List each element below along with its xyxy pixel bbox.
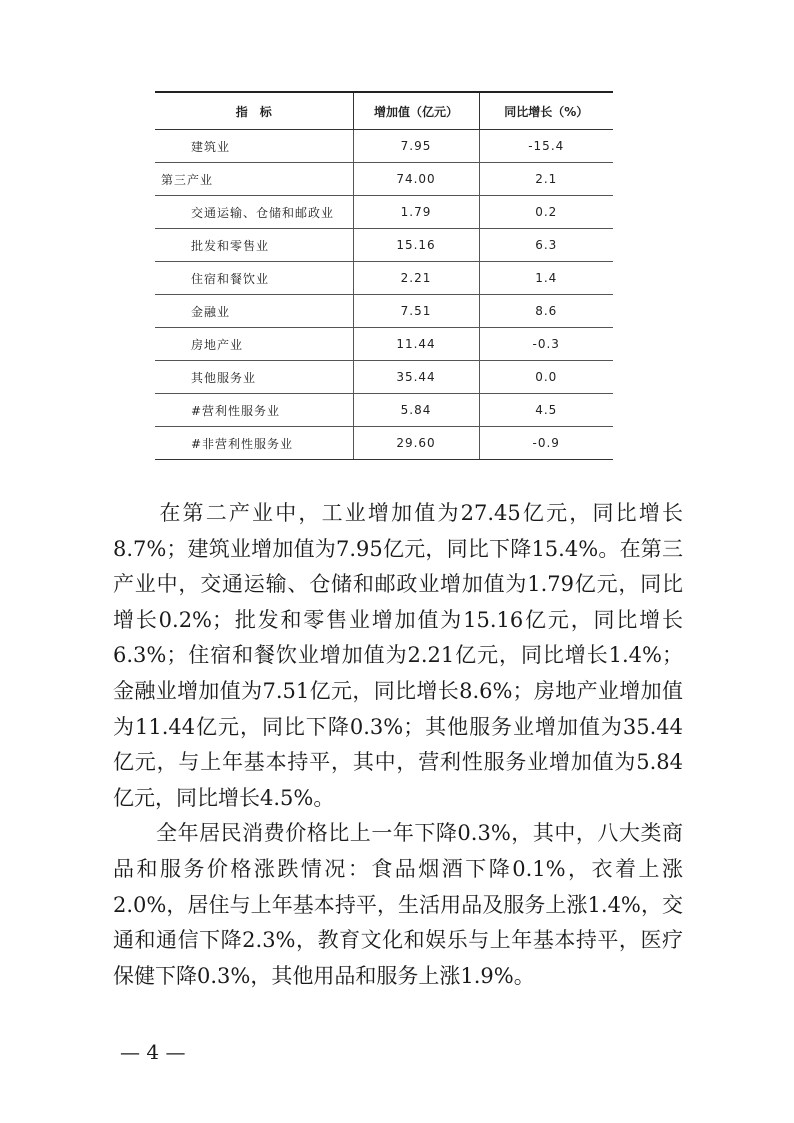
statistics-table-container <box>155 91 613 460</box>
row-growth-rate: 0.0 <box>479 361 613 394</box>
row-growth-rate: -15.4 <box>479 130 613 163</box>
row-growth-rate: 0.2 <box>479 196 613 229</box>
row-indicator-name: #非营利性服务业 <box>155 427 353 460</box>
row-value-added: 11.44 <box>353 328 479 361</box>
row-growth-rate: -0.9 <box>479 427 613 460</box>
table-row <box>155 361 613 394</box>
table-row <box>155 196 613 229</box>
row-value-added: 15.16 <box>353 229 479 262</box>
row-growth-rate: 8.6 <box>479 295 613 328</box>
row-indicator-name: 第三产业 <box>155 163 353 196</box>
table-row <box>155 130 613 163</box>
header-value-added: 增加值（亿元） <box>353 92 479 130</box>
row-indicator-name: #营利性服务业 <box>155 394 353 427</box>
row-value-added: 5.84 <box>353 394 479 427</box>
table-row <box>155 328 613 361</box>
statistics-table <box>155 91 613 460</box>
row-value-added: 74.00 <box>353 163 479 196</box>
row-value-added: 29.60 <box>353 427 479 460</box>
paragraph-prices: 全年居民消费价格比上一年下降0.3%，其中，八大类商品和服务价格涨跌情况：食品烟酒下降0.1%，衣着上涨2.0%，居住与上年基本持平，生活用品及服务上涨1.4%，交通和通信下降2.3%，教育文化和娱乐与上年基本持平，医疗保健下降0.3%，其他用品和服务上涨1.9%。 <box>113 821 683 988</box>
body-text <box>113 496 683 994</box>
table-row <box>155 163 613 196</box>
row-indicator-name: 建筑业 <box>155 130 353 163</box>
row-growth-rate: 2.1 <box>479 163 613 196</box>
table-row <box>155 262 613 295</box>
table-header-row <box>155 92 613 130</box>
paragraph-industry: 在第二产业中，工业增加值为27.45亿元，同比增长8.7%；建筑业增加值为7.95亿元，同比下降15.4%。在第三产业中，交通运输、仓储和邮政业增加值为1.79亿元，同比增长0.2%；批发和零售业增加值为15.16亿元，同比增长6.3%；住宿和餐饮业增加值为2.21亿元，同比增长1.4%；金融业增加值为7.51亿元，同比增长8.6%；房地产业增加值为11.44亿元，同比下降0.3%；其他服务业增加值为35.44亿元，与上年基本持平，其中，营利性服务业增加值为5.84亿元，同比增长4.5%。 <box>113 501 683 810</box>
table-row <box>155 394 613 427</box>
row-indicator-name: 交通运输、仓储和邮政业 <box>155 196 353 229</box>
row-value-added: 1.79 <box>353 196 479 229</box>
table-row <box>155 427 613 460</box>
row-indicator-name: 批发和零售业 <box>155 229 353 262</box>
row-growth-rate: 6.3 <box>479 229 613 262</box>
row-value-added: 7.51 <box>353 295 479 328</box>
table-row <box>155 295 613 328</box>
table-body <box>155 130 613 460</box>
row-value-added: 2.21 <box>353 262 479 295</box>
row-indicator-name: 金融业 <box>155 295 353 328</box>
row-indicator-name: 其他服务业 <box>155 361 353 394</box>
page-number: — 4 — <box>120 1040 186 1064</box>
table-row <box>155 229 613 262</box>
row-value-added: 7.95 <box>353 130 479 163</box>
row-growth-rate: -0.3 <box>479 328 613 361</box>
row-value-added: 35.44 <box>353 361 479 394</box>
row-indicator-name: 房地产业 <box>155 328 353 361</box>
row-growth-rate: 1.4 <box>479 262 613 295</box>
row-indicator-name: 住宿和餐饮业 <box>155 262 353 295</box>
row-growth-rate: 4.5 <box>479 394 613 427</box>
header-indicator: 指 标 <box>155 92 353 130</box>
header-growth: 同比增长（%） <box>479 92 613 130</box>
